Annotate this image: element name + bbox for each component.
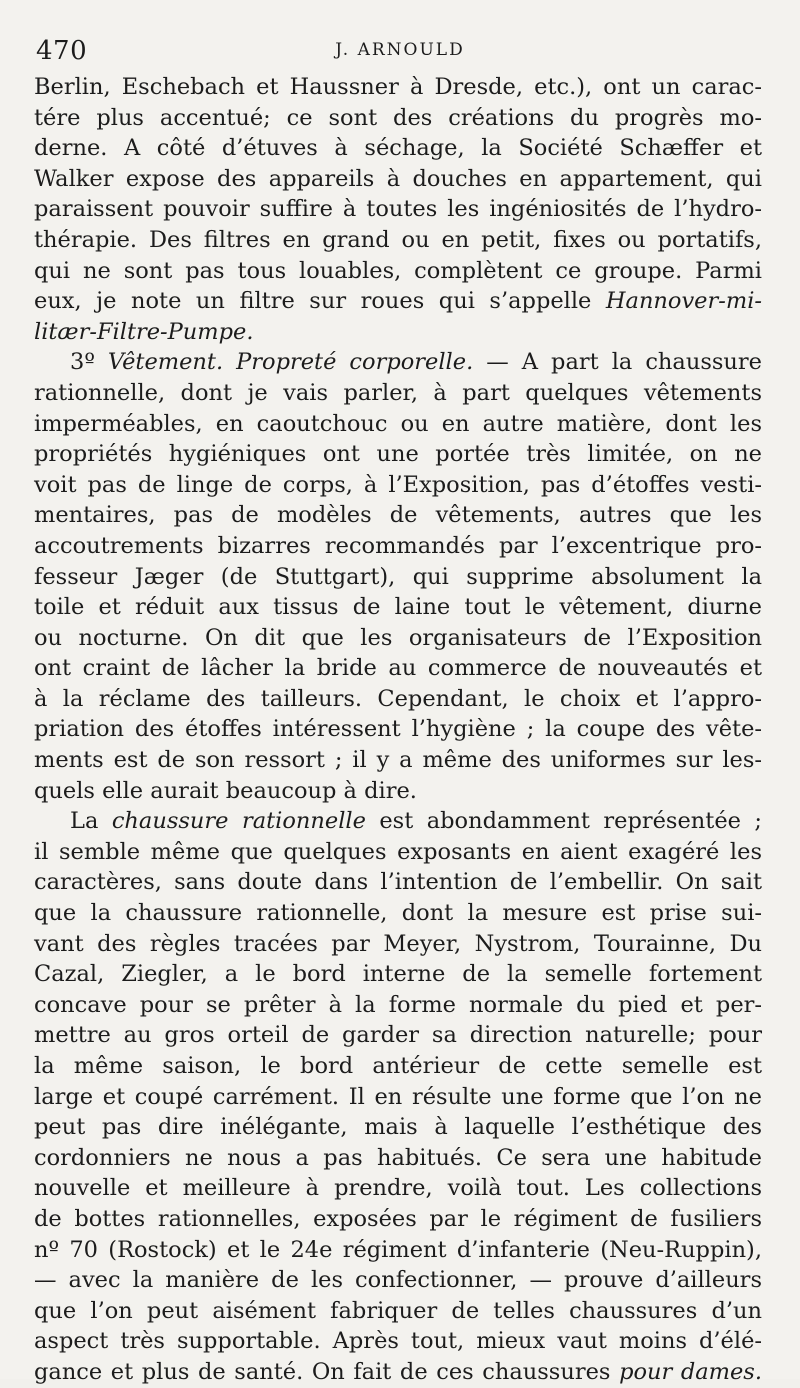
text-segment: que la chaussure rationnelle, dont la mesure est prise sui- <box>34 900 762 927</box>
text-line <box>34 806 762 837</box>
text-line <box>34 72 762 103</box>
text-segment: à la réclame des tailleurs. Cependant, le choix et l’appro- <box>34 685 762 712</box>
text-segment: eux, je note un filtre sur roues qui s’appelle <box>34 288 606 315</box>
text-line <box>34 409 762 440</box>
running-head: J. ARNOULD <box>335 40 465 60</box>
text-segment: cordonniers ne nous a pas habitués. Ce sera une habitude <box>34 1144 762 1171</box>
body-text <box>34 72 762 1388</box>
text-line <box>34 1020 762 1051</box>
text-line <box>34 439 762 470</box>
text-segment: priation des étoffes intéressent l’hygiène ; la coupe des vête- <box>34 716 762 743</box>
text-line <box>34 745 762 776</box>
text-line <box>34 684 762 715</box>
text-segment: toile et réduit aux tissus de laine tout le vêtement, diurne <box>34 594 762 621</box>
text-segment: la même saison, le bord antérieur de cette semelle est <box>34 1053 762 1079</box>
italic-text: chaussure rationnelle <box>111 808 366 835</box>
text-line <box>34 1204 762 1235</box>
page-header <box>36 28 764 68</box>
text-segment: concave pour se prêter à la forme normale du pied et per- <box>34 991 762 1018</box>
text-segment: — avec la manière de les confectionner, — prouve d’ailleurs <box>34 1267 762 1294</box>
italic-text: Vêtement. Propreté corporelle. <box>107 349 474 376</box>
text-line <box>34 531 762 562</box>
text-line <box>34 500 762 531</box>
text-line <box>34 194 762 225</box>
text-segment: accoutrements bizarres recommandés par l’excentrique pro- <box>34 532 762 559</box>
text-line <box>34 103 762 134</box>
text-line <box>34 470 762 501</box>
text-segment: gance et plus de santé. On fait de ces chaussures <box>34 1358 620 1385</box>
italic-text: litær-Filtre-Pumpe. <box>34 318 254 345</box>
text-segment: mentaires, pas de modèles de vêtements, autres que les <box>34 502 762 529</box>
text-line <box>34 164 762 195</box>
text-segment: de bottes rationnelles, exposées par le régiment de fusiliers <box>34 1205 762 1232</box>
text-line <box>34 776 762 807</box>
text-segment: propriétés hygiéniques ont une portée très limitée, on ne <box>34 441 762 468</box>
text-segment: ont craint de lâcher la bride au commerce de nouveautés et <box>34 655 762 682</box>
text-line <box>34 378 762 409</box>
text-line <box>34 898 762 929</box>
text-line <box>34 592 762 623</box>
text-segment: Walker expose des appareils à douches en appartement, qui <box>34 165 762 192</box>
text-segment: ments est de son ressort ; il y a même des uniformes sur les- <box>34 747 762 774</box>
text-segment: qui ne sont pas tous louables, complètent ce groupe. Parmi <box>34 257 762 284</box>
text-segment: La <box>70 808 112 835</box>
text-line <box>34 225 762 256</box>
text-segment: derne. A côté d’étuves à séchage, la Société Schæffer et <box>34 135 762 162</box>
text-line <box>34 317 762 348</box>
italic-text: Hannover-mi- <box>605 288 762 315</box>
text-segment: mettre au gros orteil de garder sa direction naturelle; pour <box>34 1022 762 1049</box>
text-line <box>34 714 762 745</box>
text-segment: ou nocturne. On dit que les organisateurs de l’Exposition <box>34 624 762 651</box>
text-segment: Berlin, Eschebach et Haussner à Dresde, etc.), ont un carac- <box>34 74 762 100</box>
text-segment: rationnelle, dont je vais parler, à part quelques vêtements <box>34 379 762 406</box>
text-line <box>34 256 762 287</box>
text-segment: large et coupé carrément. Il en résulte une forme que l’on ne <box>34 1083 762 1110</box>
text-segment: aspect très supportable. Après tout, mieux vaut moins d’élé- <box>34 1328 762 1355</box>
text-segment: — A part la chaussure <box>473 349 762 376</box>
text-line <box>34 623 762 654</box>
text-line <box>34 1235 762 1266</box>
text-line <box>34 1143 762 1174</box>
text-segment: est abondamment représentée ; <box>365 808 763 835</box>
text-line <box>34 1173 762 1204</box>
text-segment: thérapie. Des filtres en grand ou en petit, fixes ou portatifs, <box>34 226 762 253</box>
text-segment: tére plus accentué; ce sont des créations du progrès mo- <box>34 104 762 131</box>
text-line <box>34 1265 762 1296</box>
text-line <box>34 286 762 317</box>
text-segment: quels elle aurait beaucoup à dire. <box>34 777 417 804</box>
text-segment: vant des règles tracées par Meyer, Nystrom, Tourainne, Du <box>34 930 762 957</box>
text-line <box>34 1357 762 1388</box>
text-line <box>34 837 762 868</box>
text-segment: peut pas dire inélégante, mais à laquelle l’esthétique des <box>34 1114 762 1141</box>
text-segment: Cazal, Ziegler, a le bord interne de la semelle fortement <box>34 961 762 988</box>
text-line <box>34 1051 762 1082</box>
text-line <box>34 1082 762 1113</box>
text-line <box>34 133 762 164</box>
text-segment: nº 70 (Rostock) et le 24e régiment d’infanterie (Neu-Ruppin), <box>34 1236 762 1263</box>
text-line <box>34 990 762 1021</box>
text-segment: voit pas de linge de corps, à l’Exposition, pas d’étoffes vesti- <box>34 471 762 498</box>
text-segment: fesseur Jæger (de Stuttgart), qui supprime absolument la <box>34 563 762 590</box>
text-line <box>34 1296 762 1327</box>
text-segment: caractères, sans doute dans l’intention de l’embellir. On sait <box>34 869 762 896</box>
text-line <box>34 929 762 960</box>
text-line <box>34 347 762 378</box>
text-line <box>34 959 762 990</box>
text-line <box>34 1326 762 1357</box>
text-line <box>34 653 762 684</box>
text-segment: nouvelle et meilleure à prendre, voilà tout. Les collections <box>34 1175 762 1202</box>
text-segment: 3º <box>70 349 108 376</box>
text-segment: paraissent pouvoir suffire à toutes les ingéniosités de l’hydro- <box>34 196 762 223</box>
text-segment: que l’on peut aisément fabriquer de telles chaussures d’un <box>34 1297 762 1324</box>
text-line <box>34 562 762 593</box>
text-line <box>34 867 762 898</box>
text-segment: il semble même que quelques exposants en aient exagéré les <box>34 838 762 865</box>
text-line <box>34 1112 762 1143</box>
italic-text: pour dames. <box>619 1358 763 1385</box>
page-number: 470 <box>36 36 88 66</box>
text-segment: imperméables, en caoutchouc ou en autre matière, dont les <box>34 410 762 437</box>
